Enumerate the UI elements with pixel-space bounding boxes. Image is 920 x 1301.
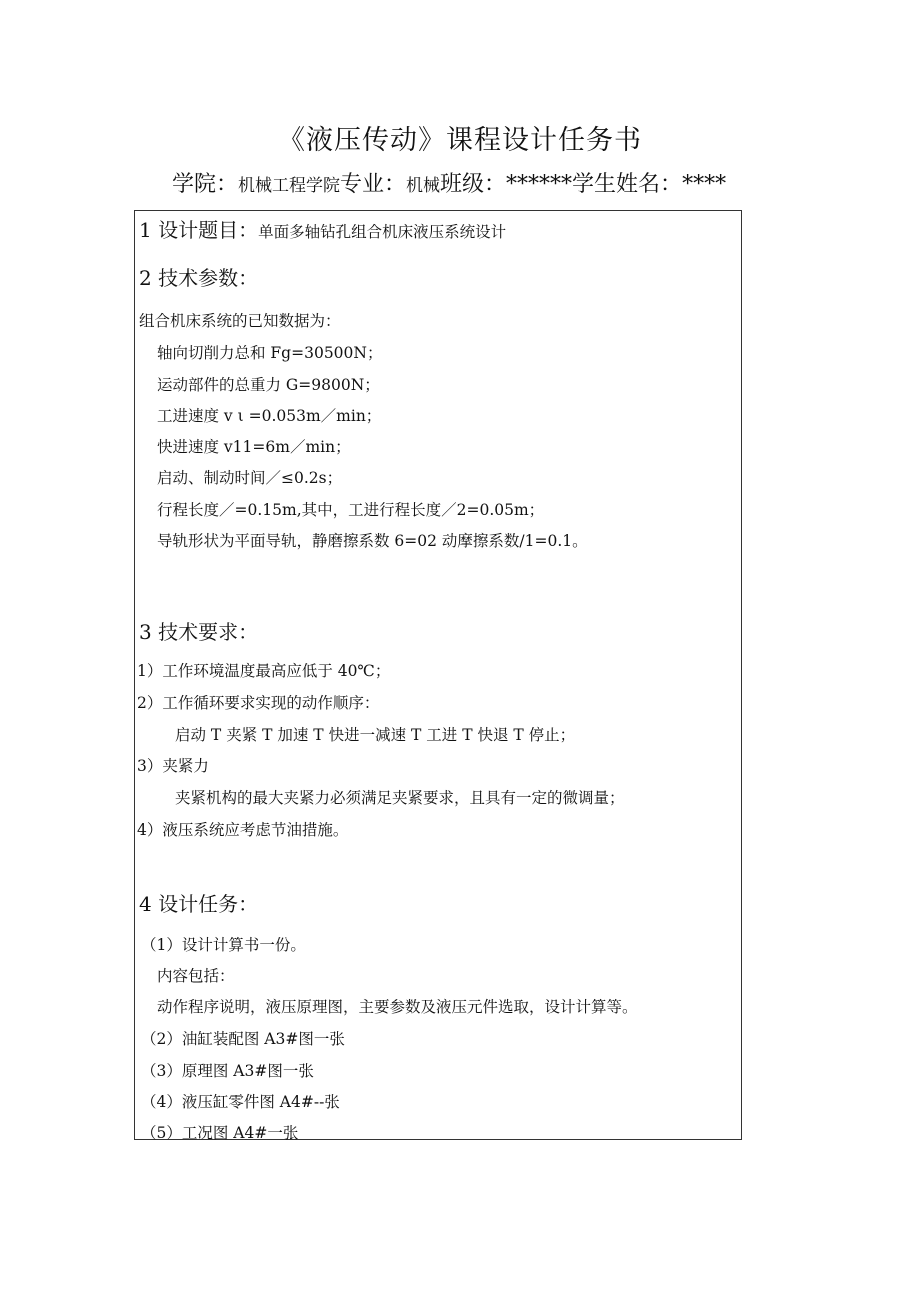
- param-line: 轴向切削力总和 Fg=30500N；: [157, 344, 383, 362]
- task-line: 内容包括：: [157, 967, 235, 985]
- task-line: （2）油缸装配图 A3#图一张: [141, 1030, 345, 1048]
- task-line: （5）工况图 A4#一张: [141, 1124, 299, 1142]
- requirement-line: 3）夹紧力: [137, 757, 209, 775]
- param-line: 启动、制动时间／≤0.2s；: [157, 469, 343, 487]
- param-line: 快进速度 v11=6m／min；: [157, 438, 351, 456]
- section-design-topic: [139, 218, 506, 244]
- student-label: 学生姓名：: [572, 172, 683, 197]
- param-line: 行程长度／=0.15m,其中，工进行程长度／2=0.05m；: [157, 501, 545, 519]
- document-title: 《液压传动》课程设计任务书: [278, 125, 642, 156]
- requirement-line: 夹紧机构的最大夹紧力必须满足夹紧要求，且具有一定的微调量；: [175, 789, 625, 807]
- section-heading: 1 设计题目：: [139, 218, 259, 242]
- major-value: 机械: [406, 176, 441, 196]
- student-info-line: [172, 167, 726, 198]
- task-line: 动作程序说明，液压原理图，主要参数及液压元件选取，设计计算等。: [157, 998, 638, 1016]
- param-line: 工进速度 v ι =0.053m／min；: [157, 407, 382, 425]
- param-line: 运动部件的总重力 G=9800N；: [157, 376, 380, 394]
- section-heading: 4 设计任务：: [139, 892, 259, 916]
- student-value: ****: [682, 172, 727, 197]
- task-line: （1）设计计算书一份。: [141, 936, 306, 954]
- college-value: 机械工程学院: [238, 176, 341, 196]
- params-intro: 组合机床系统的已知数据为：: [139, 312, 341, 330]
- task-line: （3）原理图 A3#图一张: [141, 1062, 314, 1080]
- class-value: ******: [506, 172, 573, 197]
- section-heading: 3 技术要求：: [139, 620, 259, 644]
- requirement-line: 2）工作循环要求实现的动作顺序：: [137, 694, 380, 712]
- college-label: 学院：: [172, 172, 239, 197]
- requirement-line: 1）工作环境温度最高应低于 40℃；: [137, 662, 391, 680]
- param-line: 导轨形状为平面导轨，静磨擦系数 6=02 动摩擦系数/1=0.1。: [157, 532, 588, 550]
- major-label: 专业：: [340, 172, 407, 197]
- requirement-line: 4）液压系统应考虑节油措施。: [137, 821, 349, 839]
- requirement-line: 启动 T 夹紧 T 加速 T 快进一减速 T 工进 T 快退 T 停止；: [175, 726, 576, 744]
- class-label: 班级：: [440, 172, 507, 197]
- design-topic-value: 单面多轴钻孔组合机床液压系统设计: [258, 223, 507, 241]
- section-heading: 2 技术参数：: [139, 266, 259, 290]
- task-table: [134, 210, 742, 1140]
- task-line: （4）液压缸零件图 A4#--张: [141, 1093, 340, 1111]
